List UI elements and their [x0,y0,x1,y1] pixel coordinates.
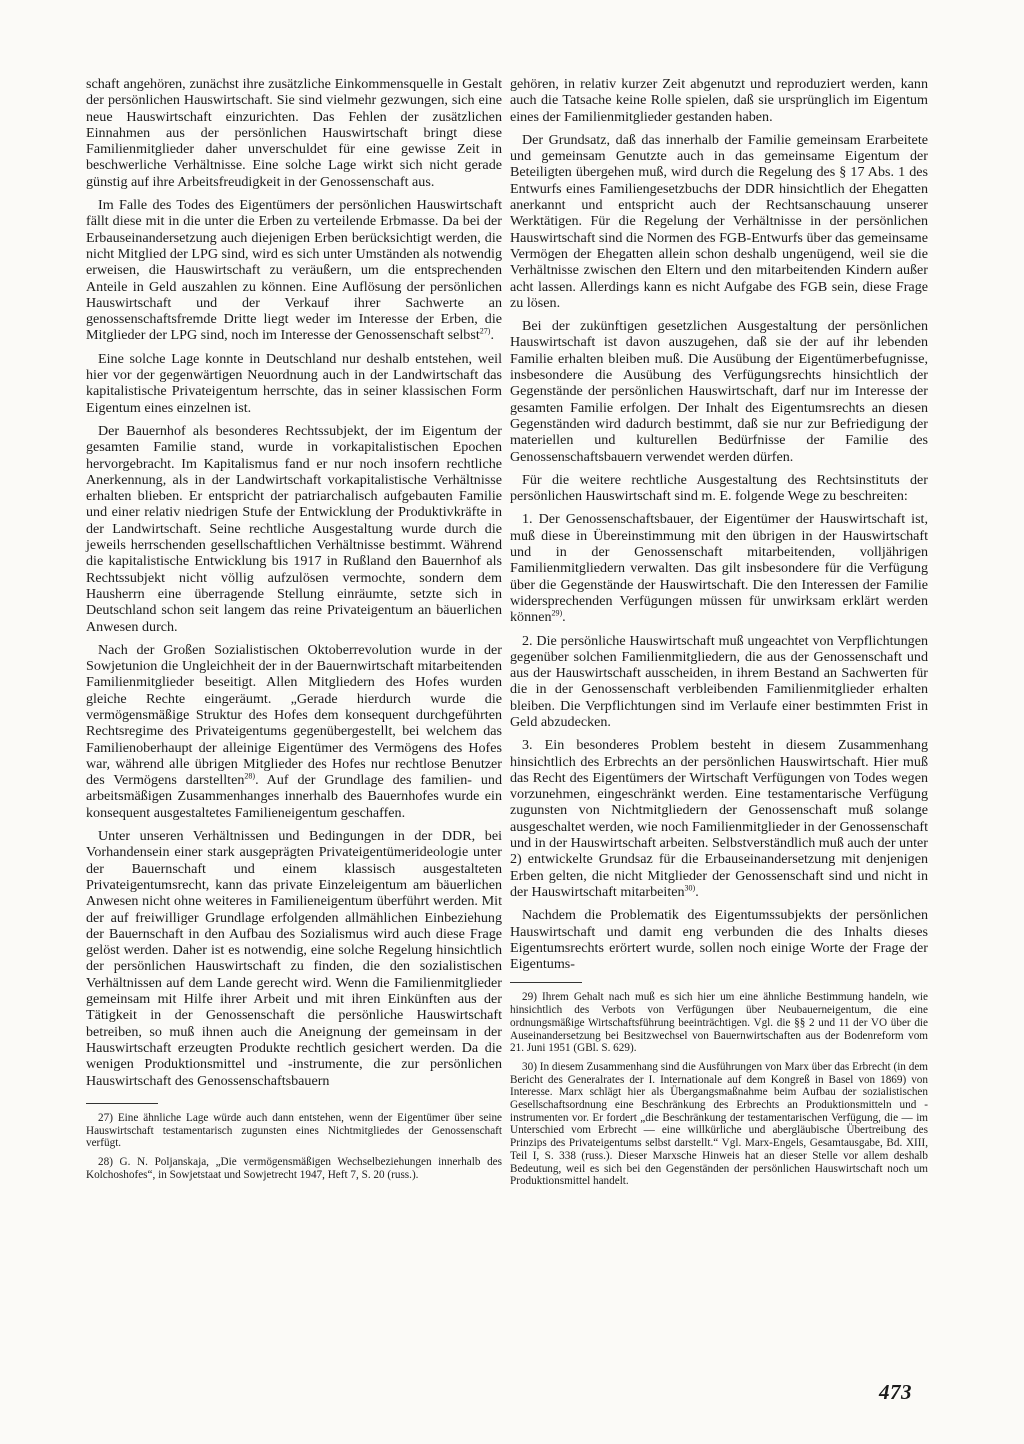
left-column [86,76,502,1187]
paragraph: Eine solche Lage konnte in Deutschland nur deshalb entstehen, weil hier vor der gegenwärtigen Neuordnung auch in der Landwirtschaft das kapitalistische Privateigentum herrschte, das in seiner klassischen Form Eigentum eines einzelnen ist. [86,350,502,416]
footnote-30: 30) In diesem Zusammenhang sind die Ausführungen von Marx über das Erbrecht (in dem Bericht des Generalrates der I. Internationale auf dem Kongreß in Basel von 1869) von Interesse. Marx schlägt hier als Übergangsmaßnahme beim Aufbau der sozialistischen Gesellschaftsordnung eine Beschränkung des Erbrechts an Produktionsmitteln und -instrumenten vor. Er fordert „die Beschränkung der testamentarischen Verfügung, die — im Unterschied vom Erbrecht — eine willkürliche und abergläubische Übertreibung des Prinzips des Privateigentums selbst darstellt.“ Vgl. Marx-Engels, Gesamtausgabe, Bd. XIII, Teil I, S. 338 (russ.). Dieser Marxsche Hinweis hat an dieser Stelle vor allem deshalb Bedeutung, weil es sich bei den Gegenständen der persönlichen Hauswirtschaft noch um Produktionsmittel handelt. [510,1060,928,1188]
list-item: 3. Ein besonderes Problem besteht in diesem Zusammenhang hinsichtlich des Erbrechts an der persönlichen Hauswirtschaft. Hier muß das Recht des Eigentümers der Wirtschaft Verfügungen von Todes wegen vorzunehmen, eingeschränkt werden. Eine testamentarische Verfügung zugunsten von Nichtmitgliedern der Genossenschaft muß solange ausgeschaltet werden, wie noch Familienmitglieder in der Genossenschaft und in der Hauswirtschaft arbeiten. Selbstverständlich muß auch der unter 2) entwickelte Grundsaz für die Erbauseinandersetzung mit denjenigen Erben gelten, die nicht Mitglieder der Genossenschaft sind und nicht in der Hauswirtschaft mitarbeiten$^{30)}$. [510,737,928,900]
footnote-ref-29[interactable]: 29) [551,608,563,618]
paragraph: Der Bauernhof als besonderes Rechtssubjekt, der im Eigentum der gesamten Familie stand, wurde in vorkapitalistischen Epochen hervorgebracht. Im Kapitalismus fand er nur noch insofern rechtliche Anerkennung, als in der Landwirtschaft vorkapitalistische Verhältnisse erhalten blieben. Er entspricht der patriarchalisch aufgebauten Familie und einer relativ niedrigen Stufe der Entwicklung der Produktivkräfte in der Landwirtschaft. Seine rechtliche Ausgestaltung wurde durch die jeweils herrschenden gesellschaftlichen Verhältnisse bestimmt. Während die kapitalistische Entwicklung bis 1917 in Rußland den Bauernhof als Rechtssubjekt nicht völlig aufzulösen vermochte, sondern dem Hausherrn eine überragende Stellung einräumte, setzte sich in Deutschland schon seit langem das reine Privateigentum an bäuerlichen Anwesen durch. [86,422,502,635]
paragraph-text: 1. Der Genossenschaftsbauer, der Eigentümer der Hauswirtschaft ist, muß diese in Übereinstimmung mit den übrigen in der Hauswirtschaft und in der Genossenschaft mitarbeitenden, volljährigen Familienmitgliedern verwalten. Das gilt insbesondere für die Verfügung über die Gegenstände der Hauswirtschaft. Die den Interessen der Familie widersprechenden Verfügungen müssen für unwirksam erklärt werden können [510,511,928,626]
right-body-text [510,76,928,972]
page-number: 473 [879,1380,912,1404]
paragraph-text: 3. Ein besonderes Problem besteht in diesem Zusammenhang hinsichtlich des Erbrechts an der persönlichen Hauswirtschaft. Hier muß das Recht des Eigentümers der Wirtschaft Verfügungen von Todes wegen vorzunehmen, eingeschränkt werden. Eine testamentarische Verfügung zugunsten von Nichtmitgliedern der Genossenschaft muß solange ausgeschaltet werden, wie noch Familienmitglieder in der Genossenschaft und in der Hauswirtschaft arbeiten. Selbstverständlich muß auch der unter 2) entwickelte Grundsaz für die Erbauseinandersetzung mit denjenigen Erben gelten, die nicht Mitglieder der Genossenschaft sind und nicht in der Hauswirtschaft mitarbeiten [510,737,928,900]
paragraph: Im Falle des Todes des Eigentümers der persönlichen Hauswirtschaft fällt diese mit in die unter die Erben zu verteilende Erbmasse. Da bei der Erbauseinandersetzung auch diejenigen Erben berücksichtigt werden, die nicht Mitglied der LPG sind, wird es sich unter Umständen als notwendig erweisen, die Hauswirtschaft zu veräußern, um die entsprechenden Anteile in Geld auszahlen zu können. Eine Auflösung der persönlichen Hauswirtschaft und der Verkauf ihrer Sachwerte an genossenschaftsfremde Dritte liegt weder im Interesse der Erben, die Mitglieder der LPG sind, noch im Interesse der Genossenschaft selbst$^{27)}$. [86,197,502,344]
right-column [510,76,928,1194]
paragraph-text: . Auf der Grundlage des familien- und arbeitsmäßigen Zusammenhanges innerhalb des Bauernhofes wurde ein konsequent ausgestaltetes Familieneigentum geschaffen. [86,772,502,821]
list-item: 2. Die persönliche Hauswirtschaft muß ungeachtet von Verpflichtungen gegenüber solchen Familienmitgliedern, die aus der Genossenschaft und aus der Hauswirtschaft ausscheiden, in ihrem Bestand an Sachwerten für die in der Genossenschaft verbleibenden Familienmitglieder erhalten bleiben. Die Verpflichtungen sind im Verlaufe einer bestimmten Frist in Geld abzudecken. [510,632,928,730]
right-footnotes [510,991,928,1188]
footnote-ref-30[interactable]: 30) [684,883,696,893]
paragraph: Für die weitere rechtliche Ausgestaltung des Rechtsinstituts der persönlichen Hauswirtschaft sind m. E. folgende Wege zu beschreiten: [510,471,928,505]
paragraph: Der Grundsatz, daß das innerhalb der Familie gemeinsam Erarbeitete und gemeinsam Genutzte auch in das gemeinsame Eigentum der Beteiligten übergehen muß, wird durch die Regelung des § 17 Abs. 1 des Entwurfs eines Familiengesetzbuchs der DDR hinsichtlich der Ehegatten anerkannt und entspricht auch der Rechtsanschauung unserer Werktätigen. Für die Regelung der Verhältnisse in der persönlichen Hauswirtschaft sind die Normen des FGB-Entwurfs über das gemeinsame Vermögen der Ehegatten allein schon deshalb ungenügend, weil sie die Verhältnisse zwischen den Eltern und den mitarbeitenden Kindern außer acht lassen. Allerdings kann es nicht Aufgabe des FGB sein, diese Frage zu lösen. [510,131,928,311]
footnote-ref-27[interactable]: 27) [479,326,491,336]
paragraph: Nachdem die Problematik des Eigentumssubjekts der persönlichen Hauswirtschaft und damit eng verbunden die des Inhalts dieses Eigentumsrechts erörtert wurde, sollen noch einige Worte der Frage der Eigentums- [510,907,928,973]
footnote-28: 28) G. N. Poljanskaja, „Die vermögensmäßigen Wechselbeziehungen innerhalb des Kolchoshofes“, in Sowjetstaat und Sowjetrecht 1947, Heft 7, S. 20 (russ.). [86,1155,502,1181]
list-item: 1. Der Genossenschaftsbauer, der Eigentümer der Hauswirtschaft ist, muß diese in Übereinstimmung mit den übrigen in der Hauswirtschaft und in der Genossenschaft mitarbeitenden, volljährigen Familienmitgliedern verwalten. Das gilt insbesondere für die Verfügung über die Gegenstände der Hauswirtschaft. Die den Interessen der Familie widersprechenden Verfügungen müssen für unwirksam erklärt werden können$^{29)}$. [510,511,928,626]
left-footnotes [86,1112,502,1182]
left-body-text [86,76,502,1089]
paragraph-text: Im Falle des Todes des Eigentümers der persönlichen Hauswirtschaft fällt diese mit in die unter die Erben zu verteilende Erbmasse. Da bei der Erbauseinandersetzung auch diejenigen Erben berücksichtigt werden, die nicht Mitglied der LPG sind, wird es sich unter Umständen als notwendig erweisen, die Hauswirtschaft zu veräußern, um die entsprechenden Anteile in Geld auszahlen zu können. Eine Auflösung der persönlichen Hauswirtschaft und der Verkauf ihrer Sachwerte an genossenschaftsfremde Dritte liegt weder im Interesse der Erben, die Mitglieder der LPG sind, noch im Interesse der Genossenschaft selbst [86,197,502,344]
paragraph: gehören, in relativ kurzer Zeit abgenutzt und reproduziert werden, kann auch die Tatsache keine Rolle spielen, daß sie ursprünglich im Eigentum eines der Familienmitglieder gestanden haben. [510,76,928,125]
footnote-divider [86,1103,158,1104]
paragraph [86,642,502,821]
footnote-29: 29) Ihrem Gehalt nach muß es sich hier um eine ähnliche Bestimmung handeln, wie hinsichtlich des Verbots von Verfügungen über Neubauerneigentum, die eine ordnungsmäßige Wirtschaftsführung beeinträchtigen. Vgl. die §§ 2 und 11 der VO über die Auseinandersetzung bei Besitzwechsel von Bauernwirtschaften aus der Bodenreform vom 21. Juni 1951 (GBl. S. 629). [510,991,928,1055]
paragraph: schaft angehören, zunächst ihre zusätzliche Einkommensquelle in Gestalt der persönlichen Hauswirtschaft. Sie sind vielmehr gezwungen, sich eine neue Hauswirtschaft einzurichten. Das Fehlen der zusätzlichen Einnahmen aus der persönlichen Hauswirtschaft bringt diese Familienmitglieder daher unverschuldet für eine gewisse Zeit in beschwerliche Verhältnisse. Eine solche Lage wirkt sich nicht gerade günstig auf ihre Arbeitsfreudigkeit in der Genossenschaft aus. [86,76,502,190]
paragraph: Bei der zukünftigen gesetzlichen Ausgestaltung der persönlichen Hauswirtschaft ist davon auszugehen, daß sie der auf ihr lebenden Familie erhalten bleiben muß. Die Ausübung der Eigentümerbefugnisse, insbesondere die Ausübung des Verfügungsrechts hinsichtlich der Gegenstände der persönlichen Hauswirtschaft, darf nur im Interesse der gesamten Familie erfolgen. Der Inhalt des Eigentumsrechts an diesen Gegenständen wird dadurch bestimmt, daß sie nur zur Befriedigung der materiellen und kulturellen Bedürfnisse der Familie des Genossenschaftsbauern verwendet werden dürfen. [510,318,928,465]
footnote-divider [510,982,582,983]
footnote-27: 27) Eine ähnliche Lage würde auch dann entstehen, wenn der Eigentümer über seine Hauswirtschaft testamentarisch zugunsten eines Nichtmitgliedes der Genossenschaft verfügt. [86,1111,502,1150]
footnote-ref-28[interactable]: 28) [244,771,256,781]
paragraph-text: Nach der Großen Sozialistischen Oktoberrevolution wurde in der Sowjetunion die Ungleichheit der in der Bauernwirtschaft mitarbeitenden Familienmitglieder beseitigt. Allen Mitgliedern des Hofes wurden gleiche Rechte eingeräumt. „Gerade hierdurch wurde die vermögensmäßige Struktur des Hofes dem konsequent durchgeführten Rechtsregime des Privateigentums gegenübergestellt, bei welchem das Familienoberhaupt der alleinige Eigentümer des Vermögens des Hofes war, während alle übrigen Mitglieder des Hofes nur rechtlose Benutzer des Vermögens darstellten [86,641,502,789]
paragraph: Unter unseren Verhältnissen und Bedingungen in der DDR, bei Vorhandensein einer stark ausgeprägten Privateigentümerideologie unter der Bauernschaft und einem klassisch ausgestalteten Privateigentumsrecht, kann das private Einzeleigentum am bäuerlichen Anwesen nicht ohne weiteres in Familieneigentum überführt werden. Mit der auf freiwilliger Grundlage erfolgenden allmählichen Einbeziehung der Bauernschaft in den Aufbau des Sozialismus wird auch diese Frage gelöst werden. Daher ist es notwendig, eine solche Regelung hinsichtlich der persönlichen Hauswirtschaft zu finden, die den sozialistischen Verhältnissen auf dem Lande gerecht wird. Wenn die Familienmitglieder gemeinsam mit Hilfe ihrer Arbeit und mit ihren Einkünften aus der Tätigkeit in der Genossenschaft die persönliche Hauswirtschaft betreiben, so muß ihnen auch die Aneignung der gemeinsam in der Hauswirtschaft erzeugten Produkte rechtlich gesichert werden. Da die wenigen Produktionsmittel und -instrumente, die zur persönlichen Hauswirtschaft des Genossenschaftsbauern [86,828,502,1089]
